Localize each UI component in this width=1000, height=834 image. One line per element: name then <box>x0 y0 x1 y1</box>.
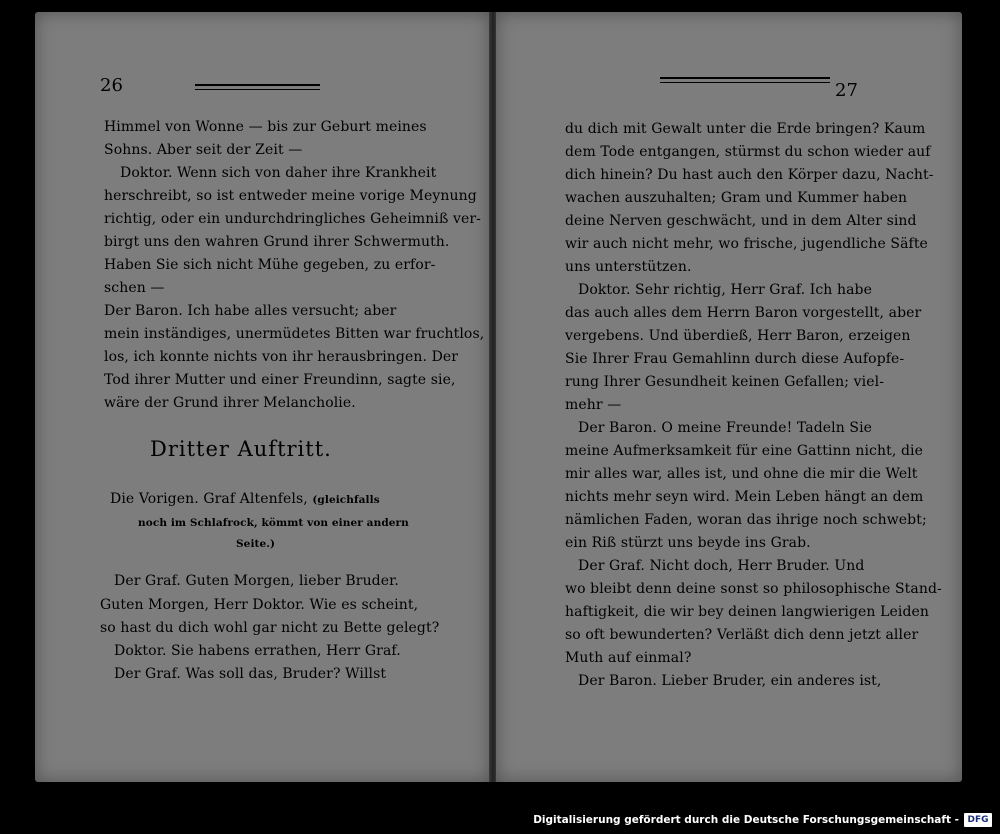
text-line: uns unterstützen. <box>565 259 692 275</box>
page-number-left: 26 <box>100 75 123 96</box>
text-line: rung Ihrer Gesundheit keinen Gefallen; viel- <box>565 374 885 390</box>
text-line: du dich mit Gewalt unter die Erde bringen? Kaum <box>565 121 926 137</box>
text-line: ein Riß stürzt uns beyde ins Grab. <box>565 535 811 551</box>
text-line: Der Graf. Guten Morgen, lieber Bruder. <box>114 573 399 589</box>
text-line: Sie Ihrer Frau Gemahlinn durch diese Aufopfe- <box>565 351 905 367</box>
text-line: Doktor. Wenn sich von daher ihre Krankheit <box>120 165 437 181</box>
text-line: wo bleibt denn deine sonst so philosophische Stand- <box>565 581 942 597</box>
text-line: wir auch nicht mehr, wo frische, jugendliche Säfte <box>565 236 928 252</box>
text-line: Himmel von Wonne — bis zur Geburt meines <box>104 119 427 135</box>
page-number-right: 27 <box>835 80 858 101</box>
text-line: wäre der Grund ihrer Melancholie. <box>104 395 356 411</box>
text-line: schen — <box>104 280 165 296</box>
text-line: nichts mehr seyn wird. Mein Leben hängt an dem <box>565 489 924 505</box>
text-line: deine Nerven geschwächt, und in dem Alter sind <box>565 213 917 229</box>
text-line: Der Baron. O meine Freunde! Tadeln Sie <box>578 420 873 436</box>
text-line: dem Tode entgangen, stürmst du schon wieder auf <box>565 144 931 160</box>
text-line: Doktor. Sie habens errathen, Herr Graf. <box>114 643 401 659</box>
stage-direction-line <box>110 490 380 509</box>
text-line: Doktor. Sehr richtig, Herr Graf. Ich habe <box>578 282 872 298</box>
text-line: vergebens. Und überdieß, Herr Baron, erzeigen <box>565 328 911 344</box>
text-line: haftigkeit, die wir bey deinen langwierigen Leiden <box>565 604 930 620</box>
text-line: los, ich konnte nichts von ihr herausbringen. Der <box>104 349 459 365</box>
text-line: Der Graf. Nicht doch, Herr Bruder. Und <box>578 558 865 574</box>
text-line: meine Aufmerksamkeit für eine Gattinn nicht, die <box>565 443 923 459</box>
text-line: dich hinein? Du hast auch den Körper dazu, Nacht- <box>565 167 934 183</box>
text-line: mehr — <box>565 397 622 413</box>
text-line: herschreibt, so ist entweder meine vorige Meynung <box>104 188 477 204</box>
text-line: Der Graf. Was soll das, Bruder? Willst <box>114 666 387 682</box>
stage-direction-text: Die Vorigen. Graf Altenfels, <box>110 491 308 507</box>
text-line: Muth auf einmal? <box>565 650 692 666</box>
text-line: das auch alles dem Herrn Baron vorgestellt, aber <box>565 305 922 321</box>
text-line: mein inständiges, unermüdetes Bitten war fruchtlos, <box>104 326 485 342</box>
text-line: Sohns. Aber seit der Zeit — <box>104 142 303 158</box>
header-rule-right <box>660 77 830 79</box>
text-line: Tod ihrer Mutter und einer Freundinn, sagte sie, <box>104 372 456 388</box>
text-line: Haben Sie sich nicht Mühe gegeben, zu erfor- <box>104 257 436 273</box>
stage-direction-line: Seite.) <box>236 538 276 550</box>
text-line: so hast du dich wohl gar nicht zu Bette gelegt? <box>100 620 440 636</box>
text-line: birgt uns den wahren Grund ihrer Schwermuth. <box>104 234 450 250</box>
text-line: Guten Morgen, Herr Doktor. Wie es scheint, <box>100 597 419 613</box>
stage-direction-small: (gleichfalls <box>312 494 380 506</box>
dfg-logo: DFG <box>964 813 992 827</box>
text-line: richtig, oder ein undurchdringliches Geheimniß ver- <box>104 211 481 227</box>
text-line: mir alles war, alles ist, und ohne die mir die Welt <box>565 466 918 482</box>
text-line: Der Baron. Ich habe alles versucht; aber <box>104 303 397 319</box>
header-rule-left <box>195 84 320 86</box>
footer-text: Digitalisierung gefördert durch die Deutsche Forschungsgemeinschaft - <box>533 814 959 826</box>
text-line: wachen auszuhalten; Gram und Kummer haben <box>565 190 908 206</box>
text-line: Der Baron. Lieber Bruder, ein anderes ist, <box>578 673 882 689</box>
stage-direction-line: noch im Schlafrock, kömmt von einer andern <box>138 517 409 529</box>
footer-credit <box>533 810 992 830</box>
text-line: nämlichen Faden, woran das ihrige noch schwebt; <box>565 512 927 528</box>
scene-heading: Dritter Auftritt. <box>150 437 332 461</box>
text-line: so oft bewunderten? Verläßt dich denn jetzt aller <box>565 627 919 643</box>
